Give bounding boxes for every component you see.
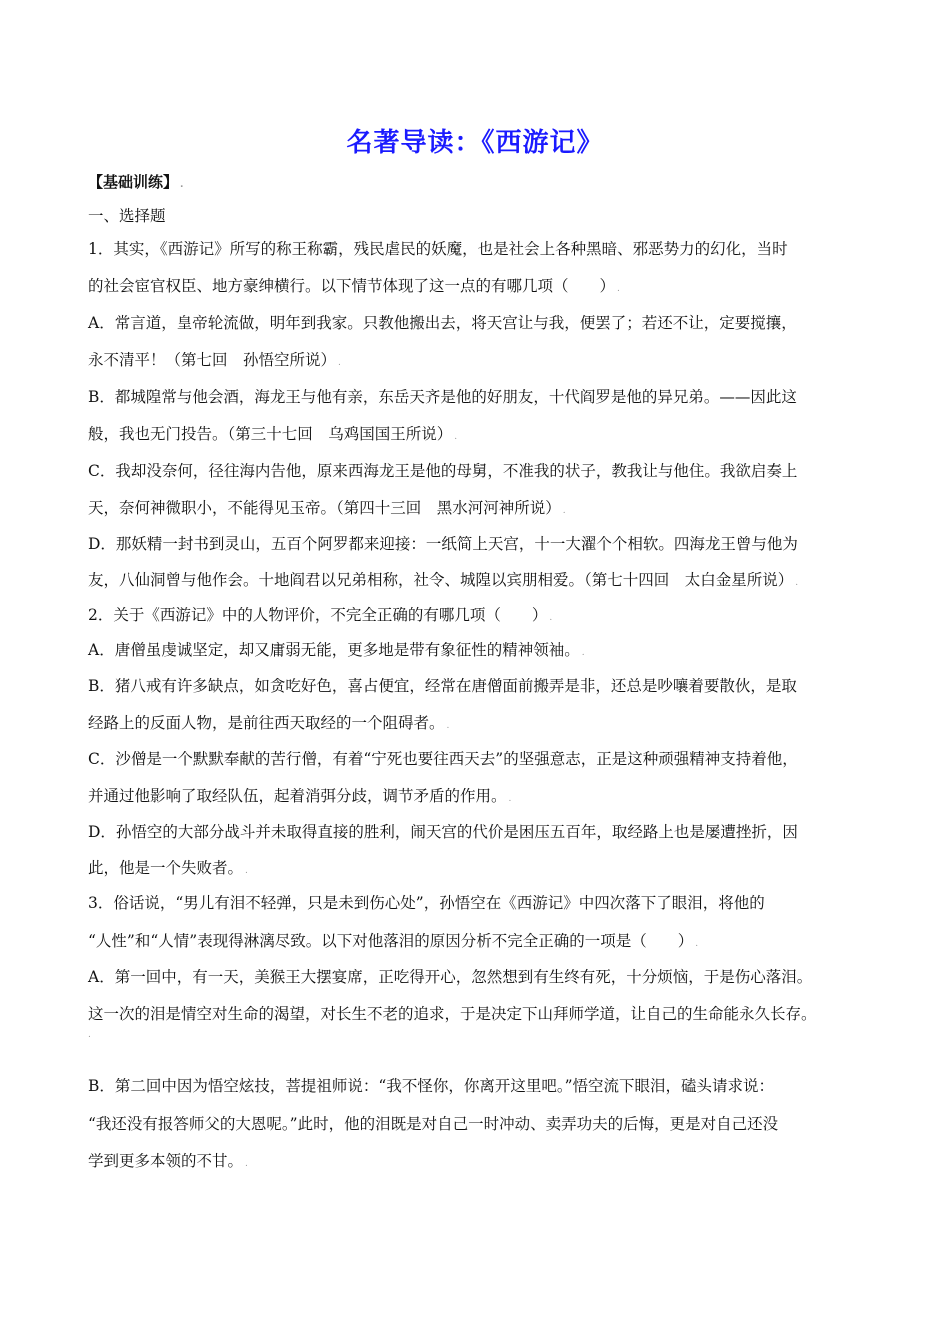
text-line: D．孙悟空的大部分战斗并未取得直接的胜利，闹天宫的代价是困压五百年，取经路上也是屡遭挫折，因 (88, 823, 798, 841)
text-line: B．第二回中因为悟空炫技，菩提祖师说：“我不怪你，你离开这里吧。”悟空流下眼泪，磕头请求说： (88, 1077, 774, 1095)
text-line: 1．其实，《西游记》所写的称王称霸，残民虐民的妖魔，也是社会上各种黑暗、邪恶势力的幻化，当时 (88, 240, 788, 258)
text-line: C．沙僧是一个默默奉献的苦行僧，有着“宁死也要往西天去”的坚强意志，正是这种顽强精神支持着他， (88, 750, 798, 768)
section-label: 【基础训练】 . (88, 173, 184, 191)
text-line: 经路上的反面人物，是前往西天取经的一个阻碍者。 . (88, 714, 450, 732)
page-title: 名著导读：《西游记》 (346, 128, 604, 158)
text-line: 学到更多本领的不甘。 . (88, 1152, 248, 1170)
text-line: 并通过他影响了取经队伍，起着消弭分歧，调节矛盾的作用。 . (88, 787, 512, 805)
text-line: 这一次的泪是情空对生命的渴望，对长生不老的追求，于是决定下山拜师学道，让自己的生命能永久长存。 (88, 1005, 817, 1023)
part-label: 一、选择题 (88, 207, 166, 225)
text-line: “我还没有报答师父的大恩呢。”此时，他的泪既是对自己一时冲动、卖弄功夫的后悔，更是对自己还没 (88, 1115, 779, 1133)
text-line: A．常言道，皇帝轮流做，明年到我家。只教他搬出去，将天宫让与我，便罢了；若还不让，定要搅攘， (88, 314, 797, 332)
text-line: B．猪八戒有许多缺点，如贪吃好色，喜占便宜，经常在唐僧面前搬弄是非，还总是吵嚷着要散伙，是取 (88, 677, 797, 695)
text-line: 2．关于《西游记》中的人物评价，不完全正确的有哪几项（ ） . (88, 606, 553, 624)
text-line: 天，奈何神微职小，不能得见玉帝。（第四十三回 黑水河河神所说） . (88, 499, 566, 517)
text-line: C．我却没奈何，径往海内告他，原来西海龙王是他的母舅，不准我的状子，教我让与他住。我欲启奏上 (88, 462, 798, 480)
text-line: A．第一回中，有一天，美猴王大摆宴席，正吃得开心，忽然想到有生终有死，十分烦恼，于是伤心落泪。 (88, 968, 813, 986)
text-line: “人性”和“人情”表现得淋漓尽致。以下对他落泪的原因分析不完全正确的一项是（ ） . (88, 932, 699, 950)
text-line: D．那妖精一封书到灵山，五百个阿罗都来迎接：一纸简上天宫，十一大濯个个相软。四海龙王曾与他为 (88, 535, 798, 553)
text-line: 般，我也无门投告。（第三十七回 乌鸡国国王所说） . (88, 425, 458, 443)
text-line: A．唐僧虽虔诚坚定，却又庸弱无能，更多地是带有象征性的精神领袖。 . (88, 641, 585, 659)
text-line: 3．俗话说，“男儿有泪不轻弹，只是未到伤心处”，孙悟空在《西游记》中四次落下了眼泪，将他的 (88, 894, 765, 912)
text-line: 友，八仙洞曾与他作会。十地阎君以兄弟相称，社令、城隍以宾朋相爱。（第七十四回 太白金星所说） . (88, 571, 799, 589)
text-line: 此，他是一个失败者。 . (88, 859, 248, 877)
text-line: B．都城隍常与他会酒，海龙王与他有亲，东岳天齐是他的好朋友，十代阎罗是他的异兄弟。——因此这 (88, 388, 797, 406)
text-line: 永不清平！（第七回 孙悟空所说） . (88, 351, 341, 369)
text-line: 的社会宦官权臣、地方豪绅横行。以下情节体现了这一点的有哪几项（ ） . (88, 277, 620, 295)
paragraph-mark: . (88, 1030, 91, 1040)
